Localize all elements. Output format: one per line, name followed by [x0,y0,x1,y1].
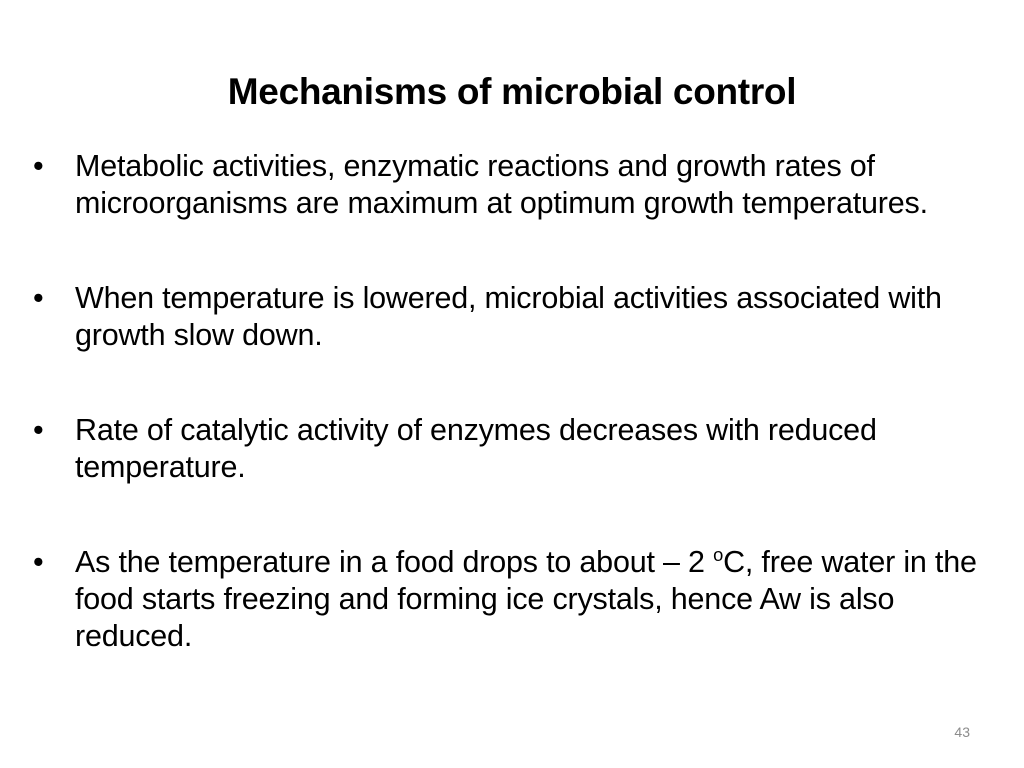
bullet-marker: • [33,281,44,315]
bullet-item [33,412,1008,486]
bullet-text: Metabolic activities, enzymatic reactions and growth rates of microorganisms are maximum at optimum growth temperatures. [75,149,928,220]
slide-title: Mechanisms of microbial control [227,71,797,112]
bullet-text-part: As the temperature in a food drops to about – 2 [75,545,714,579]
bullet-text: When temperature is lowered, microbial activities associated with growth slow down. [75,281,942,352]
degree-superscript: o [713,543,724,565]
bullet-marker: • [33,149,44,183]
bullet-marker: • [33,545,44,579]
bullet-item [33,544,1008,655]
bullet-list [33,148,1008,655]
bullet-text: Rate of catalytic activity of enzymes decreases with reduced temperature. [75,413,877,484]
page-number: 43 [954,724,970,740]
bullet-item [33,148,1008,222]
bullet-marker: • [33,413,44,447]
bullet-item [33,280,1008,354]
bullet-text-part: C, free water in the food starts freezing and forming ice crystals, hence Aw is also reduced. [75,545,977,653]
bullet-text [75,545,977,653]
